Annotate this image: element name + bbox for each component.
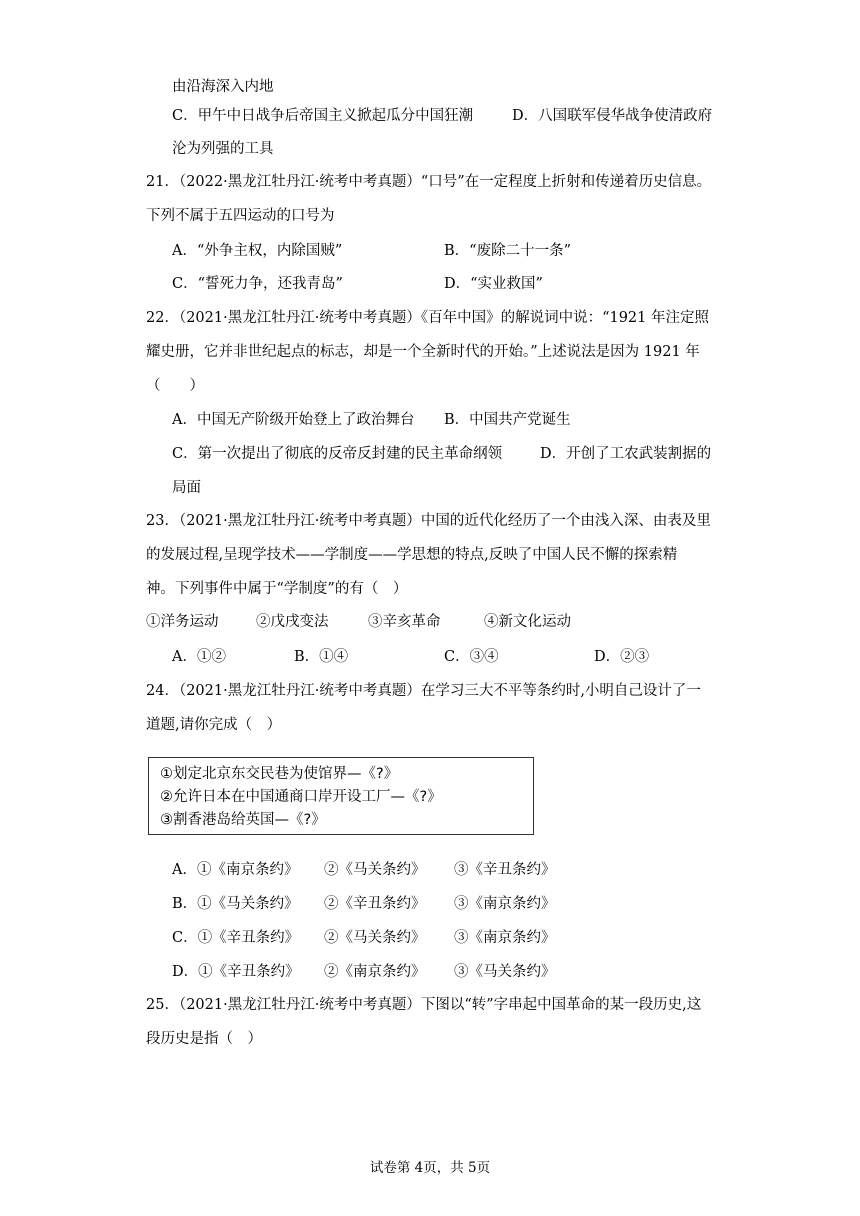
q22-stem-line1: 22．（2021·黑龙江牡丹江·统考中考真题）《百年中国》的解说词中说：“1921 年注定照 — [146, 310, 709, 326]
q20-option-d-continuation: 沦为列强的工具 — [172, 141, 274, 157]
q24-option-a-part1: A．①《南京条约》 — [172, 862, 299, 878]
q21-option-a: A．“外争主权，内除国贼” — [172, 243, 343, 259]
q24-box-item-1: ①划定北京东交民巷为使馆界—《?》 — [160, 766, 399, 782]
q23-option-b: B．①④ — [294, 649, 349, 665]
q23-stem-line2: 的发展过程,呈现学技术——学制度——学思想的特点,反映了中国人民不懈的探索精 — [146, 547, 678, 563]
q24-option-a-part2: ②《马关条约》 — [324, 862, 426, 878]
q24-option-d-part2: ②《南京条约》 — [324, 964, 426, 980]
q24-option-c-part2: ②《马关条约》 — [324, 930, 426, 946]
q25-stem-line1: 25．（2021·黑龙江牡丹江·统考中考真题）下图以“转”字串起中国革命的某一段历史,这 — [146, 997, 702, 1013]
q22-option-a: A．中国无产阶级开始登上了政治舞台 — [172, 412, 415, 428]
q24-option-c-part1: C．①《辛丑条约》 — [172, 930, 300, 946]
q21-stem-line1: 21．（2022·黑龙江牡丹江·统考中考真题）“口号”在一定程度上折射和传递着历史信息。 — [146, 174, 712, 190]
q22-option-d-continuation: 局面 — [172, 480, 201, 496]
q22-option-c: C．第一次提出了彻底的反帝反封建的民主革命纲领 — [172, 446, 503, 462]
q24-box-item-2: ②允许日本在中国通商口岸开设工厂—《?》 — [160, 789, 442, 805]
q23-option-d: D．②③ — [594, 649, 650, 665]
q22-option-d: D．开创了工农武装割据的 — [540, 446, 712, 462]
q24-matching-box — [148, 757, 534, 835]
q24-box-item-3: ③割香港岛给英国—《?》 — [160, 812, 326, 828]
q24-stem-line2: 道题,请你完成（ ） — [146, 717, 282, 733]
q23-event-1: ①洋务运动 — [146, 614, 219, 630]
q24-option-d-part1: D．①《辛丑条约》 — [172, 964, 300, 980]
q21-option-c: C．“誓死力争，还我青岛” — [172, 276, 343, 292]
q22-answer-bracket: （ ） — [146, 378, 204, 394]
q23-event-3: ③辛亥革命 — [368, 614, 441, 630]
q23-event-4: ④新文化运动 — [484, 614, 571, 630]
q21-stem-line2: 下列不属于五四运动的口号为 — [146, 208, 335, 224]
q21-option-b: B．“废除二十一条” — [444, 243, 571, 259]
q24-option-d-part3: ③《马关条约》 — [454, 964, 556, 980]
q23-stem-line3: 神。下列事件中属于“学制度”的有（ ） — [146, 581, 408, 597]
q22-option-b: B．中国共产党诞生 — [444, 412, 571, 428]
q20-option-c: C．甲午中日战争后帝国主义掀起瓜分中国狂潮 — [172, 108, 474, 124]
q21-option-d: D．“实业救国” — [444, 276, 543, 292]
q24-option-b-part3: ③《南京条约》 — [454, 896, 556, 912]
q20-option-b-continuation: 由沿海深入内地 — [172, 79, 274, 95]
q25-stem-line2: 段历史是指（ ） — [146, 1031, 262, 1047]
q24-stem-line1: 24．（2021·黑龙江牡丹江·统考中考真题）在学习三大不平等条约时,小明自己设计了一 — [146, 683, 701, 699]
q23-option-c: C．③④ — [444, 649, 499, 665]
page-footer: 试卷第 4页，共 5页 — [369, 1160, 491, 1176]
q23-option-a: A．①② — [172, 649, 226, 665]
q24-option-c-part3: ③《南京条约》 — [454, 930, 556, 946]
q22-stem-line2: 耀史册，它并非世纪起点的标志，却是一个全新时代的开始。”上述说法是因为 1921 年 — [146, 344, 700, 360]
q20-option-d: D．八国联军侵华战争使清政府 — [512, 108, 713, 124]
q24-option-b-part1: B．①《马关条约》 — [172, 896, 299, 912]
q24-option-b-part2: ②《辛丑条约》 — [324, 896, 426, 912]
q23-stem-line1: 23．（2021·黑龙江牡丹江·统考中考真题）中国的近代化经历了一个由浅入深、由表及里 — [146, 513, 711, 529]
q23-event-2: ②戊戌变法 — [256, 614, 329, 630]
q24-option-a-part3: ③《辛丑条约》 — [454, 862, 556, 878]
